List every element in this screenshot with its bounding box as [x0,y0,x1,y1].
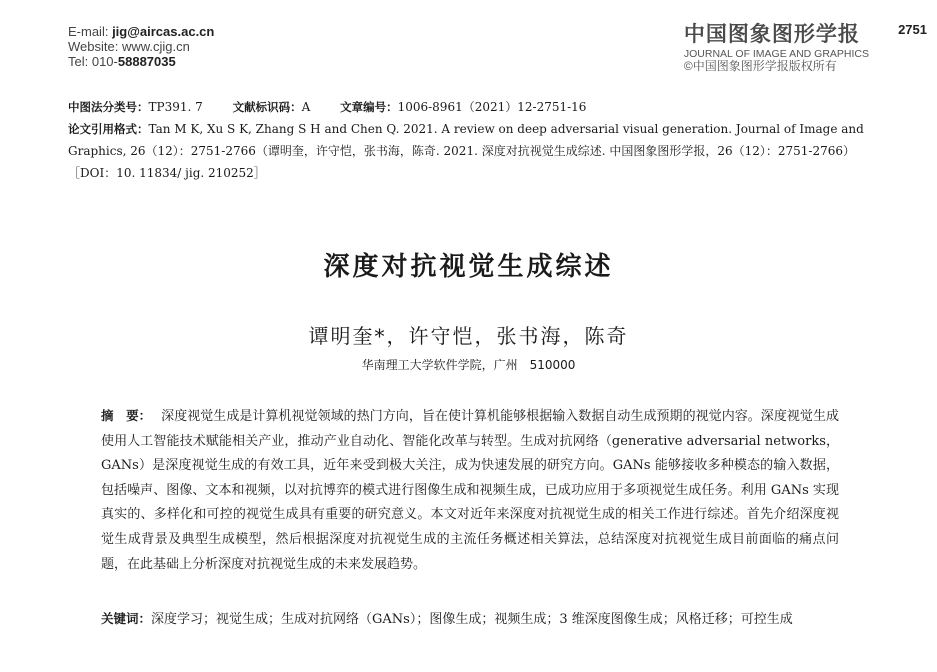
doc-code-value: A [301,100,311,114]
keywords-section [101,606,839,632]
clc-value: TP391. 7 [148,100,203,114]
affiliation: 华南理工大学软件学院，广州 510000 [361,358,576,372]
journal-contact [68,24,214,69]
email-link[interactable]: jig@aircas.ac.cn [112,24,215,39]
doc-code-label: 文献标识码： [232,100,302,114]
citation-text: Tan M K, Xu S K, Zhang S H and Chen Q. 2021. A review on deep adversarial visual generation. Journal of Image and Graphics, 26（12）：2751-2766（谭明奎，许守恺，张书海，陈奇. 2021. 深度对抗视觉生成综述. 中国图象图形学报，26（12）：2751-2766）［DOI：10. 11834/ jig. 210252］ [68,122,864,180]
page-number: 2751 [898,22,927,37]
article-metadata [68,96,870,184]
abstract-section [101,404,839,577]
journal-title-en: JOURNAL OF IMAGE AND GRAPHICS [683,48,869,60]
abstract-label: 摘 要： [101,408,152,423]
citation-label: 论文引用格式： [68,122,149,136]
tel-label: Tel: 010- [68,54,118,69]
journal-masthead [684,18,869,72]
clc-label: 中图法分类号： [68,100,149,114]
article-number-value: 1006-8961（2021）12-2751-16 [397,100,587,114]
website-link[interactable]: Website: www.cjig.cn [68,39,190,54]
journal-title-cn: 中国图象图形学报 [683,22,860,46]
copyright-notice: ©中国图象图形学报版权所有 [683,59,837,73]
article-number-label: 文章编号： [340,100,398,114]
keywords-text: 深度学习；视觉生成；生成对抗网络（GANs）；图像生成；视频生成；3 维深度图像生成；风格迁移；可控生成 [151,612,793,627]
abstract-text: 深度视觉生成是计算机视觉领域的热门方向，旨在使计算机能够根据输入数据自动生成预期的视觉内容。深度视觉生成使用人工智能技术赋能相关产业，推动产业自动化、智能化改革与转型。生成对抗网络（generative adversarial networks，GANs）是深度视觉生成的有效工具，近年来受到极大关注，成为快速发展的研究方向。GANs 能够接收多种模态的输入数据，包括噪声、图像、文本和视频，以对抗博弈的模式进行图像生成和视频生成，已成功应用于多项视觉生成任务。利用 GANs 实现真实的、多样化和可控的视觉生成具有重要的研究意义。本文对近年来深度对抗视觉生成的相关工作进行综述。首先介绍深度视觉生成背景及典型生成模型，然后根据深度对抗视觉生成的主流任务概述相关算法，总结深度对抗视觉生成目前面临的痛点问题，在此基础上分析深度对抗视觉生成的未来发展趋势。 [101,409,839,572]
paper-title: 深度对抗视觉生成综述 [323,252,614,282]
keywords-label: 关键词： [101,611,152,626]
email-label: E-mail: [68,24,113,39]
tel-value: 58887035 [117,54,176,69]
author-list: 谭明奎*，许守恺，张书海，陈奇 [308,324,629,348]
